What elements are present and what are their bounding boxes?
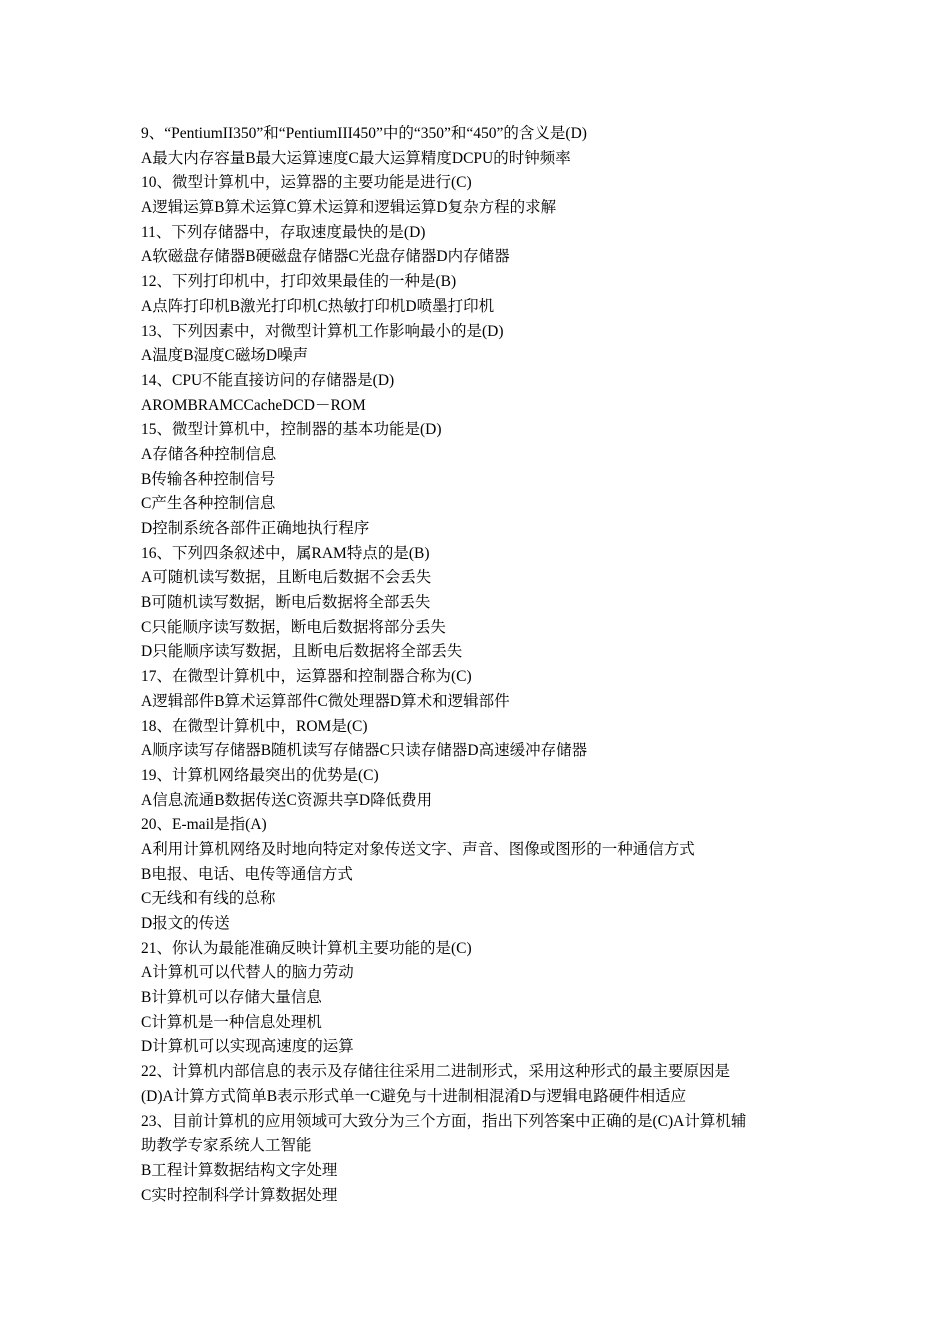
- text-line: AROMBRAMCCacheDCD－ROM: [141, 396, 366, 414]
- document-body: [141, 122, 821, 1208]
- text-line: 17、在微型计算机中，运算器和控制器合称为(C): [141, 668, 472, 686]
- text-line: 9、“PentiumII350”和“PentiumIII450”中的“350”和“450”的含义是(D): [141, 125, 587, 142]
- text-line: 12、下列打印机中，打印效果最佳的一种是(B): [141, 273, 457, 291]
- text-line: 16、下列四条叙述中，属RAM特点的是(B): [141, 544, 430, 562]
- text-line: D计算机可以实现高速度的运算: [141, 1038, 354, 1056]
- text-line: D控制系统各部件正确地执行程序: [141, 520, 370, 537]
- text-line: A利用计算机网络及时地向特定对象传送文字、声音、图像或图形的一种通信方式: [141, 840, 695, 858]
- text-line: D只能顺序读写数据，且断电后数据将全部丢失: [141, 643, 463, 661]
- text-line: 18、在微型计算机中，ROM是(C): [141, 717, 368, 735]
- text-line: A软磁盘存储器B硬磁盘存储器C光盘存储器D内存储器: [141, 248, 510, 266]
- text-line: A温度B湿度C磁场D噪声: [141, 347, 309, 365]
- text-line: A顺序读写存储器B随机读写存储器C只读存储器D高速缓冲存储器: [141, 742, 588, 760]
- text-line: C产生各种控制信息: [141, 495, 276, 513]
- text-line: 11、下列存储器中，存取速度最快的是(D): [141, 223, 426, 241]
- text-line: A点阵打印机B激光打印机C热敏打印机D喷墨打印机: [141, 297, 495, 315]
- text-line: B可随机读写数据，断电后数据将全部丢失: [141, 594, 431, 612]
- text-line: A计算机可以代替人的脑力劳动: [141, 964, 354, 982]
- text-line: 助教学专家系统人工智能: [141, 1137, 312, 1155]
- text-line: A逻辑部件B算术运算部件C微处理器D算术和逻辑部件: [141, 692, 510, 710]
- text-line: C计算机是一种信息处理机: [141, 1013, 322, 1031]
- text-line: C实时控制科学计算数据处理: [141, 1186, 338, 1204]
- text-line: 23、目前计算机的应用领域可大致分为三个方面，指出下列答案中正确的是(C)A计算机辅: [141, 1112, 747, 1130]
- text-line: A信息流通B数据传送C资源共享D降低费用: [141, 791, 433, 809]
- text-line: 14、CPU不能直接访问的存储器是(D): [141, 371, 395, 389]
- text-line: 19、计算机网络最突出的优势是(C): [141, 766, 379, 784]
- text-line: A存储各种控制信息: [141, 445, 277, 463]
- text-line: 21、你认为最能准确反映计算机主要功能的是(C): [141, 939, 472, 957]
- text-line: A逻辑运算B算术运算C算术运算和逻辑运算D复杂方程的求解: [141, 199, 557, 217]
- text-line: C只能顺序读写数据，断电后数据将部分丢失: [141, 618, 446, 636]
- text-line: A可随机读写数据，且断电后数据不会丢失: [141, 569, 432, 587]
- text-line: (D)A计算方式简单B表示形式单一C避免与十进制相混淆D与逻辑电路硬件相适应: [141, 1087, 687, 1105]
- text-line: C无线和有线的总称: [141, 890, 276, 908]
- text-line: D报文的传送: [141, 915, 230, 932]
- text-line: 15、微型计算机中，控制器的基本功能是(D): [141, 421, 442, 439]
- text-line: A最大内存容量B最大运算速度C最大运算精度DCPU的时钟频率: [141, 149, 571, 167]
- text-line: 13、下列因素中，对微型计算机工作影响最小的是(D): [141, 322, 504, 340]
- text-line: B计算机可以存储大量信息: [141, 989, 322, 1007]
- text-line: B传输各种控制信号: [141, 470, 276, 488]
- text-line: B工程计算数据结构文字处理: [141, 1161, 338, 1179]
- text-line: 22、计算机内部信息的表示及存储往往采用二进制形式，采用这种形式的最主要原因是: [141, 1063, 731, 1081]
- text-line: 20、E-mail是指(A): [141, 816, 267, 834]
- text-line: B电报、电话、电传等通信方式: [141, 865, 353, 883]
- text-line: 10、微型计算机中，运算器的主要功能是进行(C): [141, 174, 472, 192]
